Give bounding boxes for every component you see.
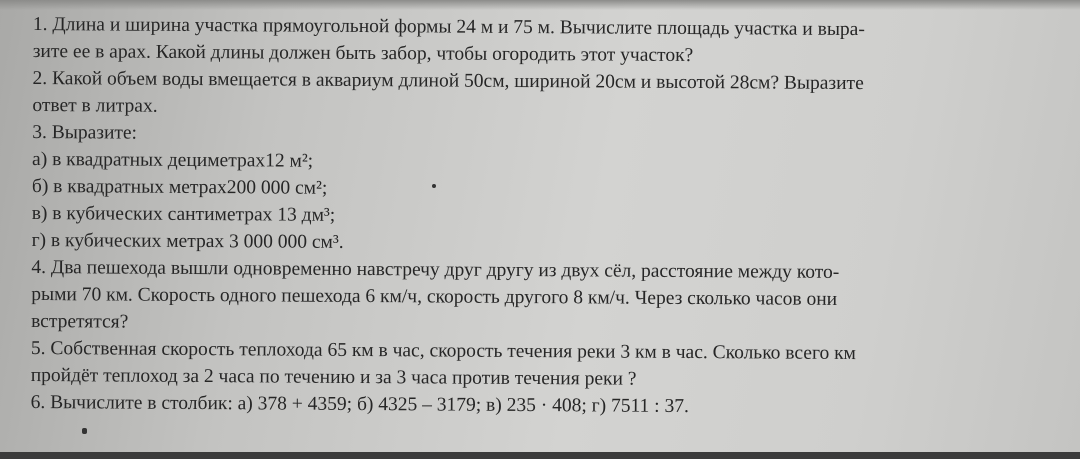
task-6 xyxy=(31,389,1071,422)
task-3 xyxy=(32,119,1073,260)
task-3-item-c: в) в кубических сантиметрах 13 дм³; xyxy=(31,202,336,226)
task-3-item-d: г) в кубических метрах 3 000 000 см³. xyxy=(31,229,344,253)
ink-speck xyxy=(432,184,436,188)
task-1-line-1: 1. Длина и ширина участка прямоугольной формы 24 м и 75 м. Вычислите площадь участка и выра- xyxy=(32,13,865,41)
task-2-line-1: 2. Какой объем воды вмещается в аквариум длиной 50см, шириной 20см и высотой 28см? Выразите xyxy=(32,67,864,95)
task-3-item-a: а) в квадратных дециметрах12 м²; xyxy=(32,148,314,172)
task-4-line-2: рыми 70 км. Скорость одного пешехода 6 км/ч, скорость другого 8 км/ч. Через сколько часов они xyxy=(31,283,838,310)
task-3-heading: 3. Выразите: xyxy=(32,121,138,144)
page-top-shadow xyxy=(0,0,1080,10)
task-6-line-1: 6. Вычислите в столбик: а) 378 + 4359; б) 4325 – 3179; в) 235 · 408; г) 7511 : 37. xyxy=(30,391,689,418)
task-4 xyxy=(31,254,1071,341)
task-3-item-b: б) в квадратных метрах200 000 см²; xyxy=(31,175,328,199)
task-1-line-2: зите ее в арах. Какой длины должен быть забор, чтобы огородить этот участок? xyxy=(32,40,694,67)
task-4-line-3: встретятся? xyxy=(31,310,129,333)
ink-speck xyxy=(82,428,87,434)
task-2-line-2: ответ в литрах. xyxy=(32,94,158,117)
task-5-line-2: пройдёт теплоход за 2 часа по течению и за 3 часа против течения реки ? xyxy=(30,364,637,390)
task-4-line-1: 4. Два пешехода вышли одновременно навстречу друг другу из двух сёл, расстояние между кото- xyxy=(31,256,840,283)
task-list xyxy=(31,11,1073,422)
task-2 xyxy=(32,65,1072,125)
page-bottom-edge xyxy=(0,452,1080,459)
task-5-line-1: 5. Собственная скорость теплохода 65 км в час, скорость течения реки 3 км в час. Сколько всего км xyxy=(30,337,857,365)
task-1 xyxy=(33,11,1073,71)
task-5 xyxy=(31,335,1071,395)
